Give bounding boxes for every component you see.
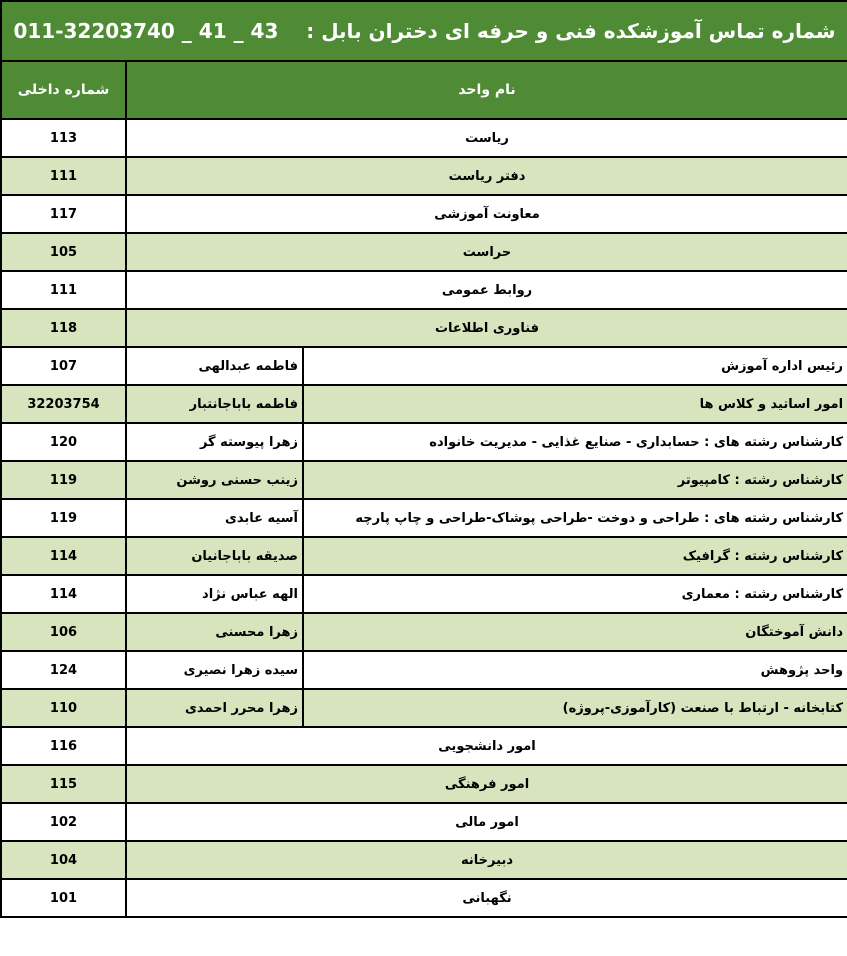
column-header-unit: نام واحد [126,61,847,119]
staff-name-cell: زهرا محسنی [126,613,303,651]
unit-cell: امور مالی [126,803,847,841]
extension-cell: 104 [1,841,126,879]
extension-cell: 110 [1,689,126,727]
extension-cell: 111 [1,271,126,309]
extension-cell: 119 [1,499,126,537]
staff-name-cell: زهرا پیوسته گر [126,423,303,461]
unit-cell: امور فرهنگی [126,765,847,803]
table-row [1,651,847,689]
staff-name-cell: سیده زهرا نصیری [126,651,303,689]
role-cell: کتابخانه - ارتباط با صنعت (کارآموزی-پروژه) [303,689,847,727]
staff-name-cell: صدیقه باباجانیان [126,537,303,575]
role-cell: واحد پژوهش [303,651,847,689]
unit-cell: دفتر ریاست [126,157,847,195]
role-cell: کارشناس رشته های : طراحی و دوخت -طراحی پوشاک-طراحی و چاپ پارچه [303,499,847,537]
extension-cell: 114 [1,575,126,613]
staff-name-cell: فاطمه باباجانتبار [126,385,303,423]
column-header-extension: شماره داخلی [1,61,126,119]
table-row [1,727,847,765]
role-cell: کارشناس رشته : گرافیک [303,537,847,575]
title-text: شماره تماس آموزشکده فنی و حرفه ای دختران بابل : [306,19,836,43]
extension-cell: 32203754 [1,385,126,423]
table-row [1,461,847,499]
role-cell: کارشناس رشته : معماری [303,575,847,613]
table-row [1,309,847,347]
table-row [1,195,847,233]
extension-cell: 114 [1,537,126,575]
staff-name-cell: زهرا محرر احمدی [126,689,303,727]
unit-cell: دبیرخانه [126,841,847,879]
table-row [1,499,847,537]
table-row [1,689,847,727]
staff-name-cell: فاطمه عبدالهی [126,347,303,385]
unit-cell: ریاست [126,119,847,157]
role-cell: کارشناس رشته : کامپیوتر [303,461,847,499]
extension-cell: 102 [1,803,126,841]
table-row [1,233,847,271]
table-row [1,423,847,461]
table-row [1,803,847,841]
unit-cell: معاونت آموزشی [126,195,847,233]
table-row [1,765,847,803]
extension-cell: 120 [1,423,126,461]
extension-cell: 107 [1,347,126,385]
phone-number: 011-32203740 _ 41 _ 43 [13,19,279,43]
extension-cell: 106 [1,613,126,651]
unit-cell: امور دانشجویی [126,727,847,765]
extension-cell: 119 [1,461,126,499]
extension-cell: 113 [1,119,126,157]
unit-cell: حراست [126,233,847,271]
role-cell: دانش آموختگان [303,613,847,651]
extension-cell: 124 [1,651,126,689]
extension-cell: 116 [1,727,126,765]
extension-cell: 101 [1,879,126,917]
table-row [1,613,847,651]
table-row [1,119,847,157]
table-row [1,879,847,917]
column-header-row [1,61,847,119]
table-row [1,271,847,309]
role-cell: رئیس اداره آموزش [303,347,847,385]
extension-cell: 118 [1,309,126,347]
extension-cell: 105 [1,233,126,271]
table-row [1,841,847,879]
unit-cell: فناوری اطلاعات [126,309,847,347]
table-row [1,385,847,423]
table-row [1,537,847,575]
extension-cell: 111 [1,157,126,195]
unit-cell: نگهبانی [126,879,847,917]
role-cell: امور اساتید و کلاس ها [303,385,847,423]
title-row [1,1,847,61]
role-cell: کارشناس رشته های : حسابداری - صنایع غذایی - مدیریت خانواده [303,423,847,461]
extension-cell: 117 [1,195,126,233]
table-row [1,347,847,385]
table-row [1,157,847,195]
staff-name-cell: الهه عباس نژاد [126,575,303,613]
table-row [1,575,847,613]
page-title [1,1,847,61]
unit-cell: روابط عمومی [126,271,847,309]
staff-name-cell: زینب حسنی روشن [126,461,303,499]
extension-cell: 115 [1,765,126,803]
staff-name-cell: آسیه عابدی [126,499,303,537]
